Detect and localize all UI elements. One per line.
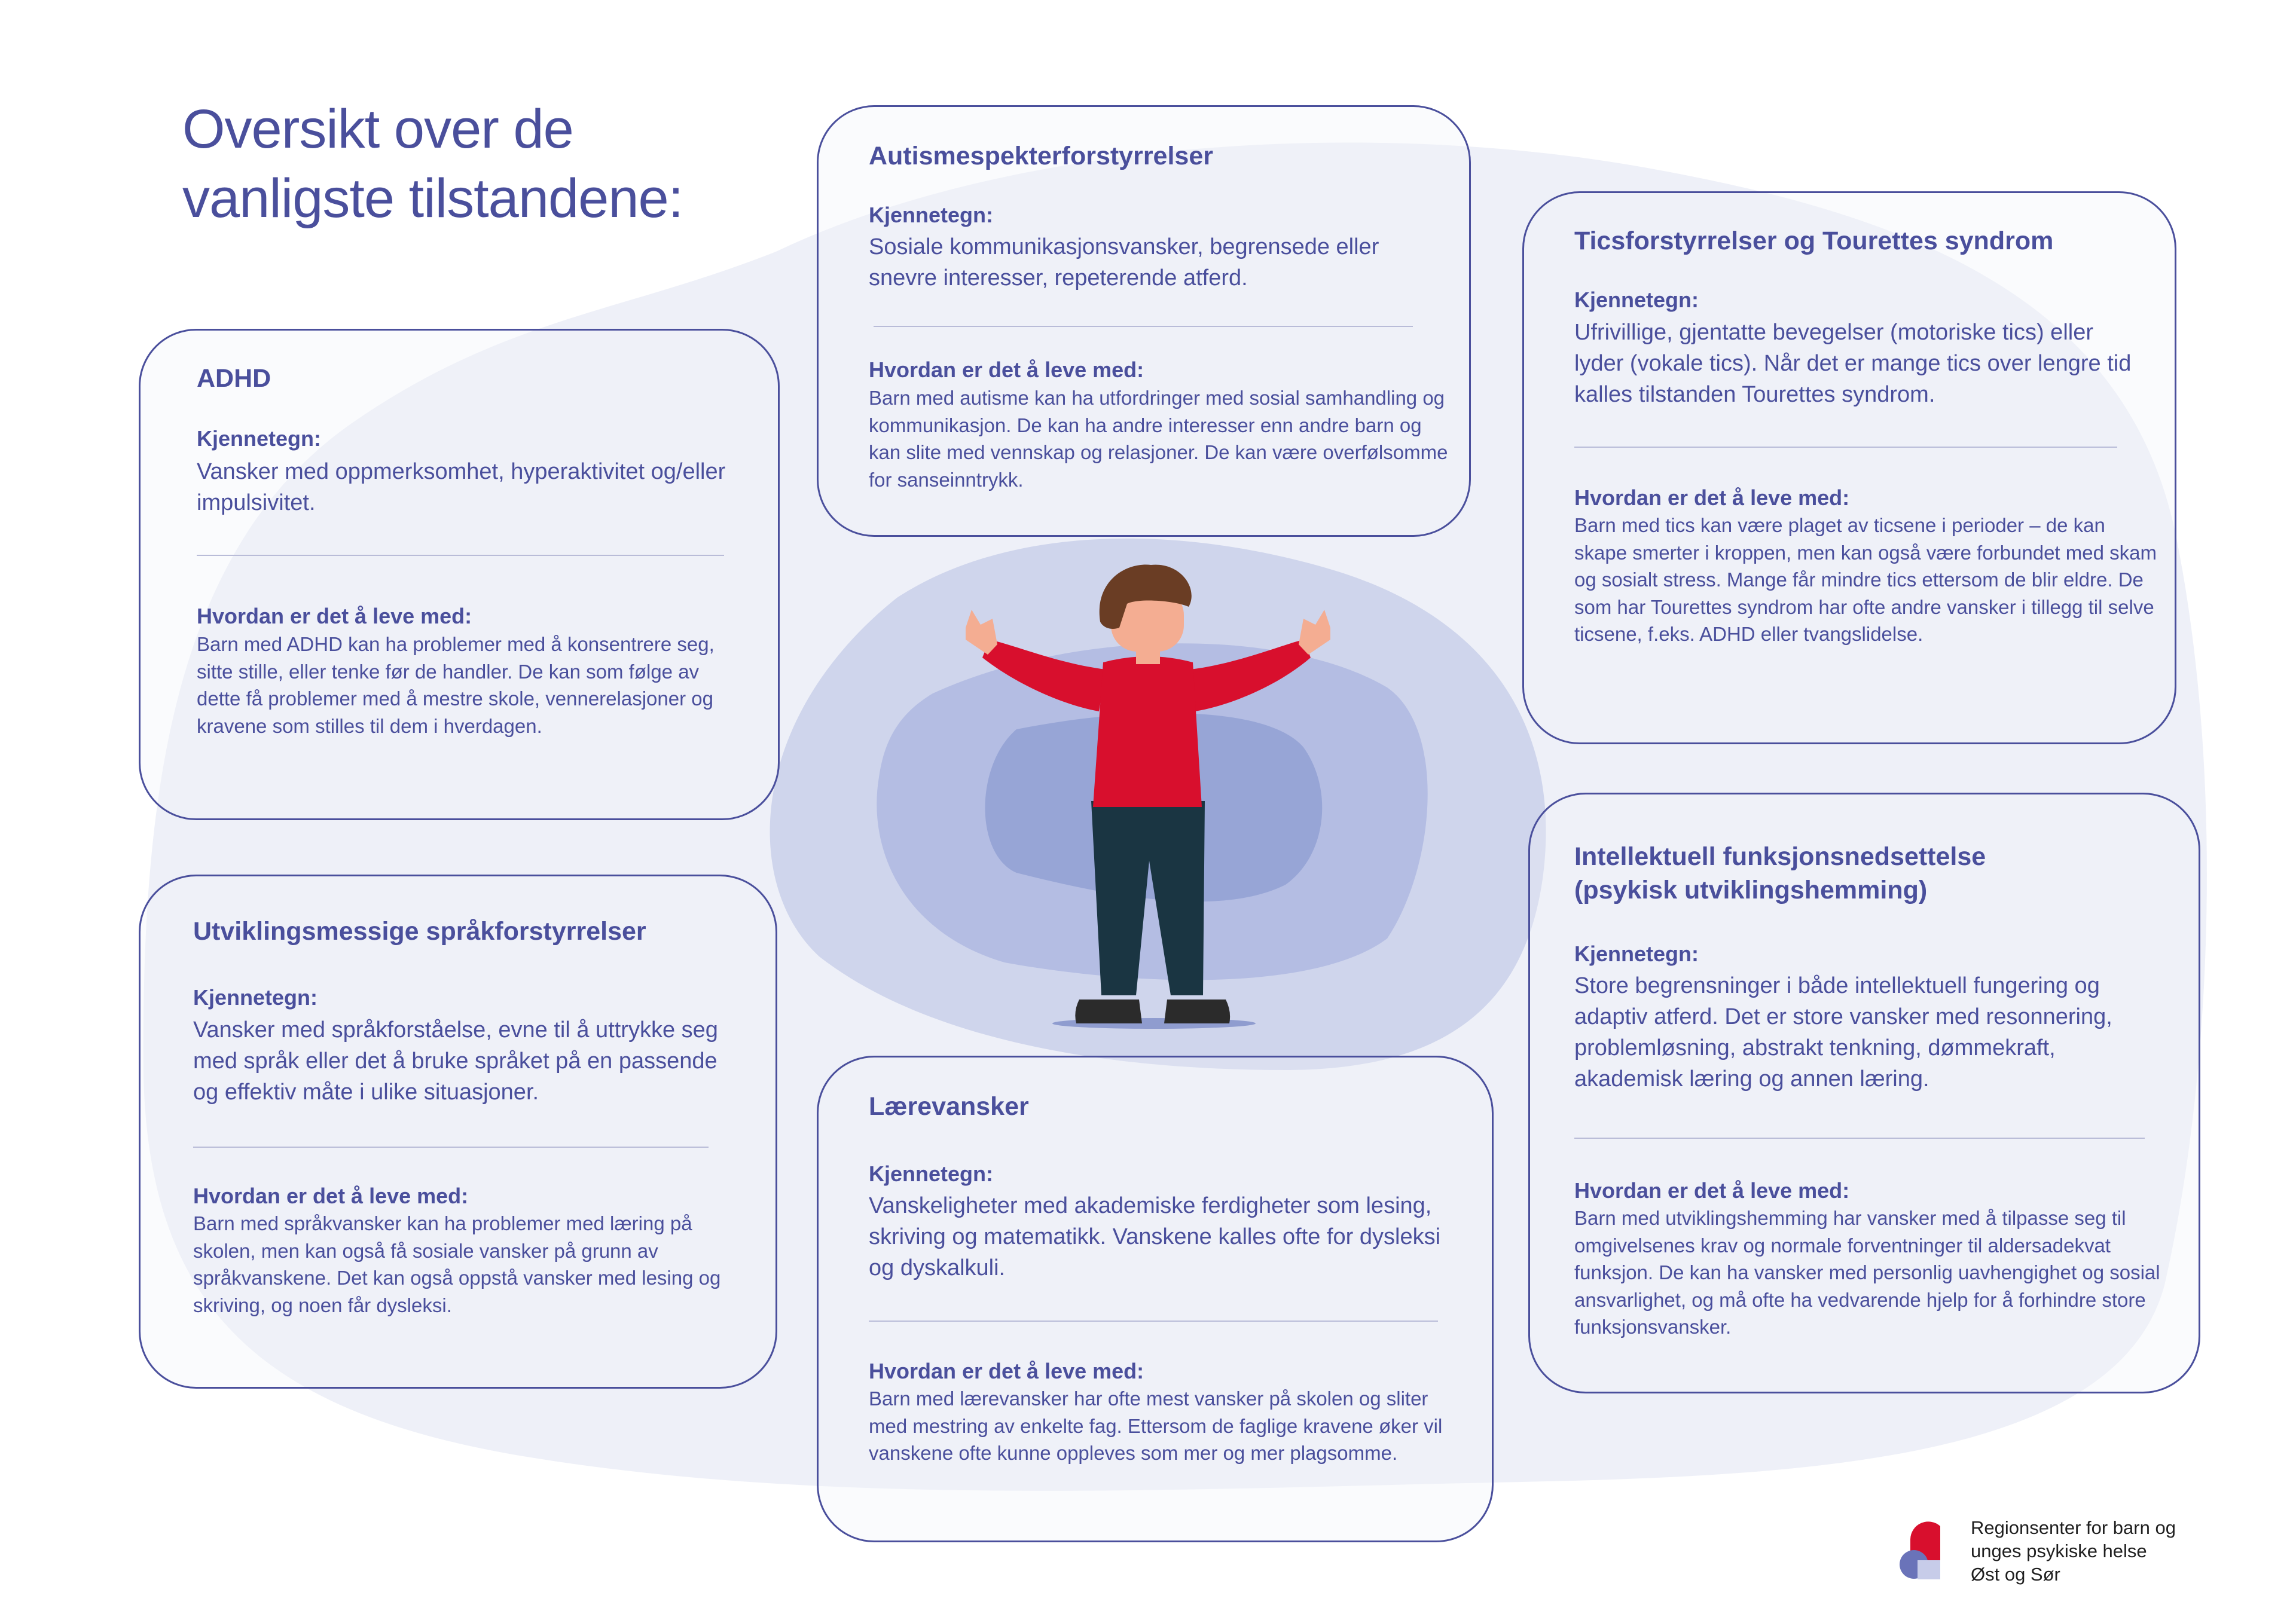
hvordan-text: Barn med utviklingshemming har vansker med å tilpasse seg til omgivelsenes krav og normale forventninger til aldersadekvat funksjon. De kan ha vansker med personlig uavhengighet og sosial ansvarlighet, og må ofte ha vedvarende hjelp for å forhindre store funksjonsvansker. [1574, 1207, 2160, 1338]
card-title-line1: Intellektuell funksjonsnedsettelse [1574, 842, 1986, 871]
hvordan-text: Barn med språkvansker kan ha problemer med læring på skolen, men kan også få sosiale vansker på grunn av språkvanskene. Det kan også oppstå vansker med lesing og skriving, og noen får dysleksi. [193, 1212, 721, 1316]
card-title: Autismespekterforstyrrelser [869, 142, 1213, 170]
card-laerevansker [817, 1056, 1494, 1542]
card-title [1574, 840, 2172, 907]
divider [1574, 447, 2117, 448]
logo-text [1971, 1516, 2234, 1586]
kjennetegn-label: Kjennetegn: [197, 426, 322, 451]
hvordan-label: Hvordan er det å leve med: [1574, 1178, 1850, 1203]
card-title: Utviklingsmessige språkforstyrrelser [193, 917, 646, 946]
hvordan-label: Hvordan er det å leve med: [193, 1184, 469, 1208]
sweater [1093, 656, 1202, 807]
card-intellektuell [1528, 793, 2200, 1393]
card-title: Lærevansker [869, 1092, 1029, 1121]
card-title-line2: (psykisk utviklingshemming) [1574, 876, 1928, 904]
card-autisme [817, 105, 1471, 537]
page-title-line2: vanligste tilstandene: [182, 168, 683, 229]
divider [1574, 1138, 2145, 1139]
hvordan-label: Hvordan er det å leve med: [197, 604, 472, 628]
page-title-line1: Oversikt over de [182, 99, 573, 160]
card-adhd [139, 329, 780, 820]
page-title [182, 94, 840, 233]
divider [869, 1321, 1438, 1322]
kjennetegn-label: Kjennetegn: [869, 1162, 994, 1186]
kjennetegn-label: Kjennetegn: [1574, 942, 1699, 966]
shoe-right-icon [1164, 1000, 1230, 1023]
hvordan-text: Barn med tics kan være plaget av ticsene i perioder – de kan skape smerter i kroppen, men kan også være forbundet med skam og sosialt stress. Mange får mindre tics ettersom de blir eldre. De som har Tourettes syndrom har ofte andre vansker i tillegg til selve ticsene, f.eks. ADHD eller tvangslidelse. [1574, 514, 2157, 645]
kjennetegn-label: Kjennetegn: [1574, 288, 1699, 312]
logo-light-square [1918, 1560, 1940, 1579]
hvordan-text: Barn med lærevansker har ofte mest vansker på skolen og sliter med mestring av enkelte fag. Ettersom de faglige kravene øker vil vanskene ofte kunne oppleves som mer og mer plagsomme. [869, 1387, 1443, 1464]
divider [874, 326, 1413, 327]
card-title: Ticsforstyrrelser og Tourettes syndrom [1574, 227, 2054, 255]
kjennetegn-text: Sosiale kommunikasjonsvansker, begrensede eller snevre interesser, repeterende atferd. [869, 234, 1379, 291]
divider [197, 555, 724, 556]
kjennetegn-label: Kjennetegn: [869, 203, 994, 227]
kjennetegn-text: Store begrensninger i både intellektuell fungering og adaptiv atferd. Det er store vansker med resonnering, problemløsning, abstrakt tenkning, dømmekraft, akademisk læring og annen læring. [1574, 973, 2112, 1092]
logo-icon [1898, 1515, 1940, 1581]
logo-line1: Regionsenter for barn og [1971, 1517, 2176, 1538]
hvordan-label: Hvordan er det å leve med: [1574, 485, 1850, 510]
kjennetegn-label: Kjennetegn: [193, 985, 318, 1010]
card-sprak [139, 875, 777, 1389]
kjennetegn-text: Ufrivillige, gjentatte bevegelser (motoriske tics) eller lyder (vokale tics). Når det er mange tics over lengre tid kalles tilstanden Tourettes syndrom. [1574, 320, 2132, 407]
hvordan-label: Hvordan er det å leve med: [869, 357, 1144, 382]
hvordan-text: Barn med ADHD kan ha problemer med å konsentrere seg, sitte stille, eller tenke før de handler. De kan som følge av dette få problemer med å mestre skole, vennerelasjoner og kravene som stilles til dem i hverdagen. [197, 633, 715, 737]
logo-line2: unges psykiske helse [1971, 1541, 2147, 1561]
kjennetegn-text: Vansker med oppmerksomhet, hyperaktivitet og/eller impulsivitet. [197, 459, 726, 515]
kjennetegn-text: Vanskeligheter med akademiske ferdigheter som lesing, skriving og matematikk. Vanskene kalles ofte for dysleksi og dyskalkuli. [869, 1193, 1441, 1280]
kjennetegn-text: Vansker med språkforståelse, evne til å uttrykke seg med språk eller det å bruke språket på en passende og effektiv måte i ulike situasjoner. [193, 1017, 718, 1105]
shoe-left-icon [1075, 1000, 1142, 1023]
hvordan-label: Hvordan er det å leve med: [869, 1359, 1144, 1383]
card-title: ADHD [197, 364, 271, 393]
logo-line3: Øst og Sør [1971, 1564, 2060, 1585]
hvordan-text: Barn med autisme kan ha utfordringer med sosial samhandling og kommunikasjon. De kan ha andre interesser enn andre barn og kan slite med vennskap og relasjoner. De kan være overfølsomme for sanseinntrykk. [869, 387, 1448, 491]
card-tics [1522, 191, 2176, 744]
divider [193, 1147, 709, 1148]
